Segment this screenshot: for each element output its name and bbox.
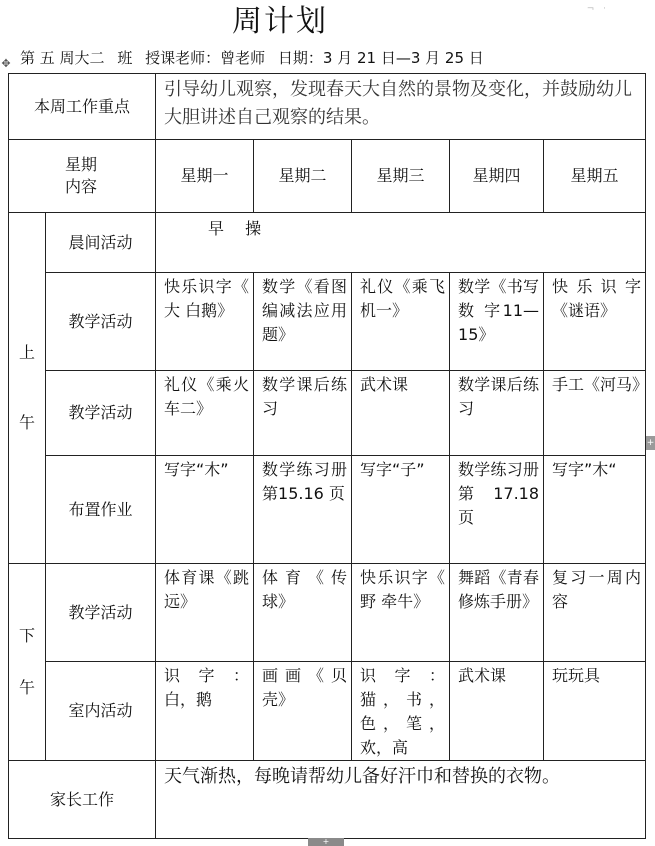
cell-text: 数学练习册 第15.16 页 xyxy=(262,460,348,503)
cell-text: 快乐识字《谜语》 xyxy=(552,277,642,320)
cell-wed[interactable] xyxy=(352,564,450,662)
cell-wed[interactable] xyxy=(352,371,450,456)
cell-wed[interactable] xyxy=(352,662,450,761)
cell-text: 画画《贝壳》 xyxy=(262,666,348,709)
cell-fri[interactable] xyxy=(544,456,646,564)
cell-tue[interactable] xyxy=(254,662,352,761)
cell-text: 手工《河马》 xyxy=(552,375,649,394)
focus-label: 本周工作重点 xyxy=(9,74,156,140)
cell-text: 复习一周内容 xyxy=(552,568,642,611)
cell-text: 数学课后练习 xyxy=(458,375,540,418)
add-row-icon[interactable]: + xyxy=(308,838,344,846)
cell-text: 识 字 ：白，鹅 xyxy=(164,666,250,709)
row-label: 教学活动 xyxy=(46,564,156,662)
cell-text: 写字“子” xyxy=(360,460,425,479)
cell-mon[interactable] xyxy=(156,456,254,564)
row-label: 教学活动 xyxy=(46,273,156,371)
day-header-tue: 星期二 xyxy=(254,140,352,213)
cell-wed[interactable] xyxy=(352,456,450,564)
cell-text: 武术课 xyxy=(360,375,409,394)
add-column-icon[interactable]: + xyxy=(646,438,655,448)
morning-activity-text: 早 操 xyxy=(208,219,270,238)
cell-fri[interactable] xyxy=(544,662,646,761)
cell-text: 数学练习册 第17.18 页 xyxy=(458,460,540,527)
corner-cell xyxy=(9,140,156,213)
cell-text: 识 字 ：猫，书，色，笔，欢，高 xyxy=(360,666,446,757)
row-label: 晨间活动 xyxy=(46,213,156,273)
table-move-handle-icon[interactable]: ✥ xyxy=(1,57,11,70)
cell-tue[interactable] xyxy=(254,273,352,371)
row-label: 布置作业 xyxy=(46,456,156,564)
cell-text: 数学课后练习 xyxy=(262,375,348,418)
period-pm-char-2: 午 xyxy=(18,678,35,697)
page-title: 周计划 xyxy=(232,4,328,39)
cell-thu[interactable] xyxy=(450,371,544,456)
period-am xyxy=(9,213,46,564)
cell-text: 礼仪《乘飞机一》 xyxy=(360,277,446,320)
cell-text: 玩玩具 xyxy=(552,666,601,685)
day-header-wed: 星期三 xyxy=(352,140,450,213)
cell-text: 快乐识字《 大 白鹅》 xyxy=(164,277,250,320)
period-am-char-1: 上 xyxy=(18,343,35,362)
weekly-schedule-table xyxy=(8,73,649,839)
period-am-char-2: 午 xyxy=(18,413,35,432)
family-row xyxy=(9,761,646,839)
cell-wed[interactable] xyxy=(352,273,450,371)
cell-mon[interactable] xyxy=(156,564,254,662)
cell-text: 数学《看图编减法应用题》 xyxy=(262,277,348,344)
schedule-row xyxy=(9,273,646,371)
day-header-mon: 星期一 xyxy=(156,140,254,213)
cell-mon[interactable] xyxy=(156,371,254,456)
schedule-row xyxy=(9,662,646,761)
cell-tue[interactable] xyxy=(254,564,352,662)
cell-fri[interactable] xyxy=(544,273,646,371)
family-label: 家长工作 xyxy=(9,761,156,839)
cell-text: 快乐识字《 野 牵牛》 xyxy=(360,568,446,611)
corner-content-label: 内容 xyxy=(65,177,98,196)
morning-cell[interactable] xyxy=(156,213,646,273)
cell-text: 体育《传球》 xyxy=(262,568,348,611)
period-pm-char-1: 下 xyxy=(18,626,35,645)
focus-cell[interactable] xyxy=(156,74,646,140)
cell-text: 礼仪《乘火车二》 xyxy=(164,375,250,418)
day-header-thu: 星期四 xyxy=(450,140,544,213)
week-label: 第 五 周大二 xyxy=(20,49,105,67)
cell-thu[interactable] xyxy=(450,662,544,761)
cell-text: 数学《书写 数 字11—15》 xyxy=(458,277,540,344)
schedule-row xyxy=(9,456,646,564)
row-label: 室内活动 xyxy=(46,662,156,761)
cell-thu[interactable] xyxy=(450,456,544,564)
teacher-label: 授课老师：曾老师 xyxy=(145,49,266,67)
cell-text: 写字“木” xyxy=(164,460,229,479)
day-header-row xyxy=(9,140,646,213)
focus-row xyxy=(9,74,646,140)
cell-text: 舞蹈《青春修炼手册》 xyxy=(458,568,540,611)
corner-weekday-label: 星期 xyxy=(65,155,98,174)
cell-text: 体育课《跳远》 xyxy=(164,568,250,611)
morning-row xyxy=(9,213,646,273)
cell-thu[interactable] xyxy=(450,564,544,662)
cell-tue[interactable] xyxy=(254,456,352,564)
date-range: 日期：3 月 21 日—3 月 25 日 xyxy=(277,49,484,67)
day-header-fri: 星期五 xyxy=(544,140,646,213)
header-line xyxy=(20,48,640,68)
focus-text: 引导幼儿观察，发现春天大自然的景物及变化，并鼓励幼儿大胆讲述自己观察的结果。 xyxy=(164,79,633,128)
family-cell[interactable] xyxy=(156,761,646,839)
cell-text: 武术课 xyxy=(458,666,507,685)
family-text: 天气渐热，每晚请帮幼儿备好汗巾和替换的衣物。 xyxy=(164,766,561,787)
period-pm xyxy=(9,564,46,761)
schedule-row xyxy=(9,371,646,456)
cell-thu[interactable] xyxy=(450,273,544,371)
cell-mon[interactable] xyxy=(156,662,254,761)
row-label: 教学活动 xyxy=(46,371,156,456)
class-label: 班 xyxy=(117,49,133,67)
margin-marks: ¬ · xyxy=(586,4,609,14)
cell-fri[interactable] xyxy=(544,371,649,456)
cell-text: 写字”木“ xyxy=(552,460,617,479)
cell-mon[interactable] xyxy=(156,273,254,371)
cell-fri[interactable] xyxy=(544,564,646,662)
schedule-row xyxy=(9,564,646,662)
cell-tue[interactable] xyxy=(254,371,352,456)
